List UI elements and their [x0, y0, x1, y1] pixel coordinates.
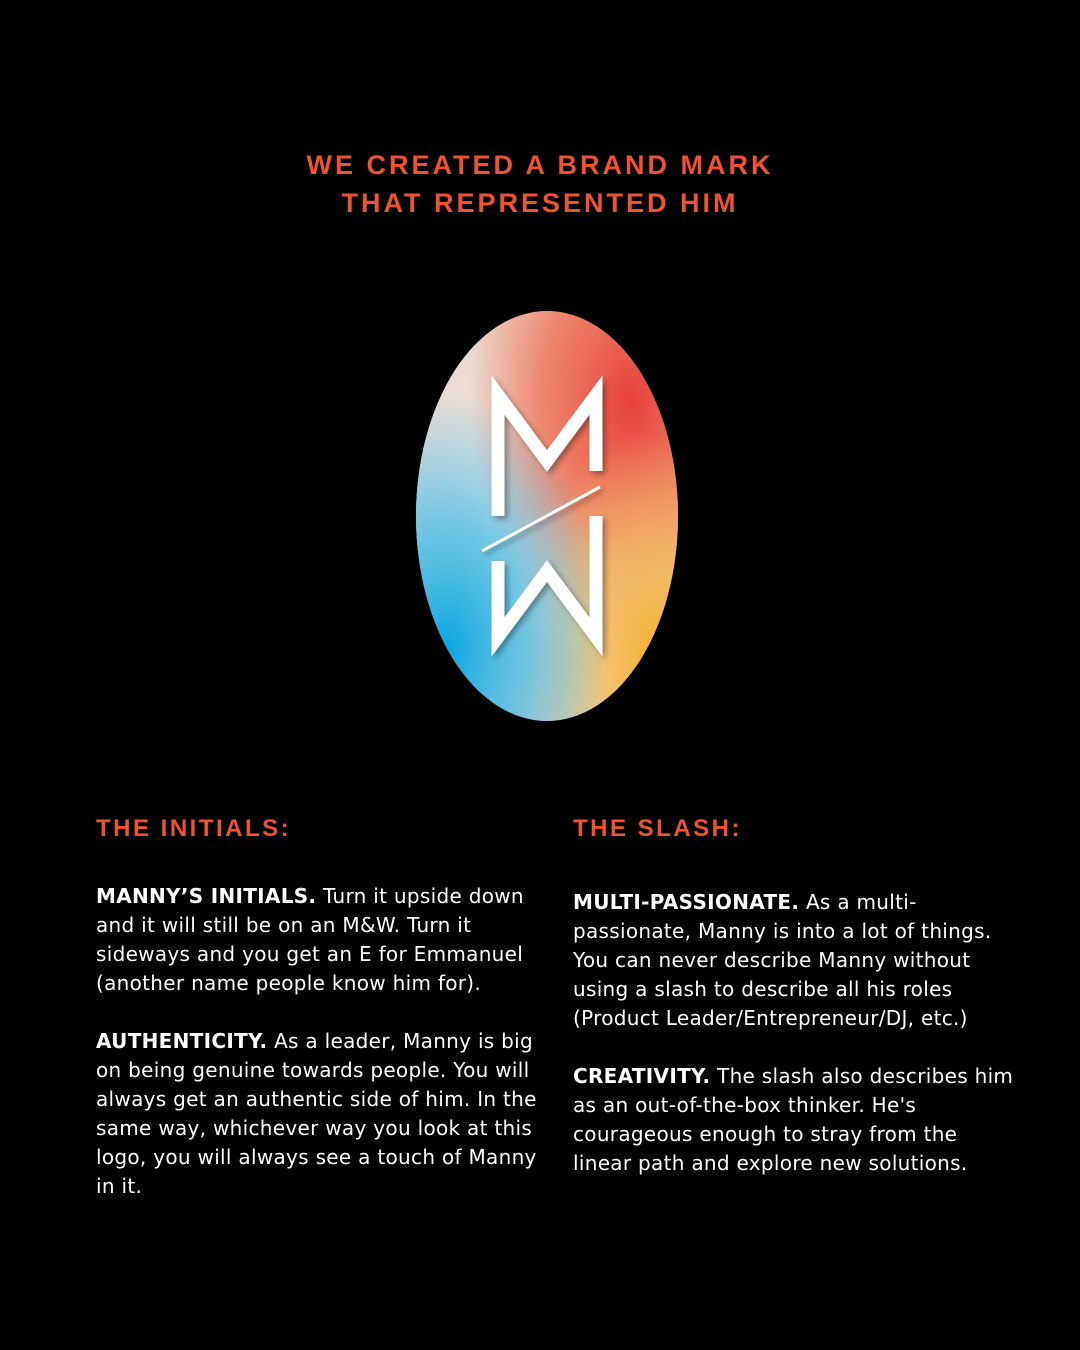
slash-paragraph-2	[573, 1062, 1018, 1178]
slash-item-1-text: As a multi-passionate, Manny is into a lot of things. You can never describe Manny without using a slash to describe all his roles (Product Leader/Entrepreneur/DJ, etc.)	[573, 890, 992, 1030]
slash-item-2-title: CREATIVITY.	[573, 1064, 711, 1088]
initials-heading: THE INITIALS:	[96, 815, 292, 842]
brand-mark-logo	[416, 311, 678, 721]
slash-item-1-title: MULTI-PASSIONATE.	[573, 890, 800, 914]
initials-item-2-title: AUTHENTICITY.	[96, 1029, 268, 1053]
initials-section	[96, 812, 546, 1201]
initials-paragraph-2	[96, 1027, 546, 1201]
initials-item-1-text: Turn it upside down and it will still be on an M&W. Turn it sideways and you get an E for Emmanuel (another name people know him for).	[96, 884, 524, 995]
headline-line-1: WE CREATED A BRAND MARK	[306, 150, 774, 180]
slash-section	[573, 812, 1018, 1178]
brand-mark-icon	[416, 311, 678, 721]
slash-heading: THE SLASH:	[573, 815, 742, 842]
initials-paragraph-1	[96, 882, 546, 998]
slash-paragraph-1	[573, 888, 1018, 1033]
headline-line-2: THAT REPRESENTED HIM	[341, 188, 739, 218]
initials-item-2-text: As a leader, Manny is big on being genuine towards people. You will always get an authentic side of him. In the same way, whichever way you look at this logo, you will always see a touch of Manny in it.	[96, 1029, 537, 1198]
initials-item-1-title: MANNY’S INITIALS.	[96, 884, 317, 908]
slash-item-2-text: The slash also describes him as an out-of-the-box thinker. He's courageous enough to stray from the linear path and explore new solutions.	[573, 1064, 1014, 1175]
headline	[0, 146, 1080, 222]
